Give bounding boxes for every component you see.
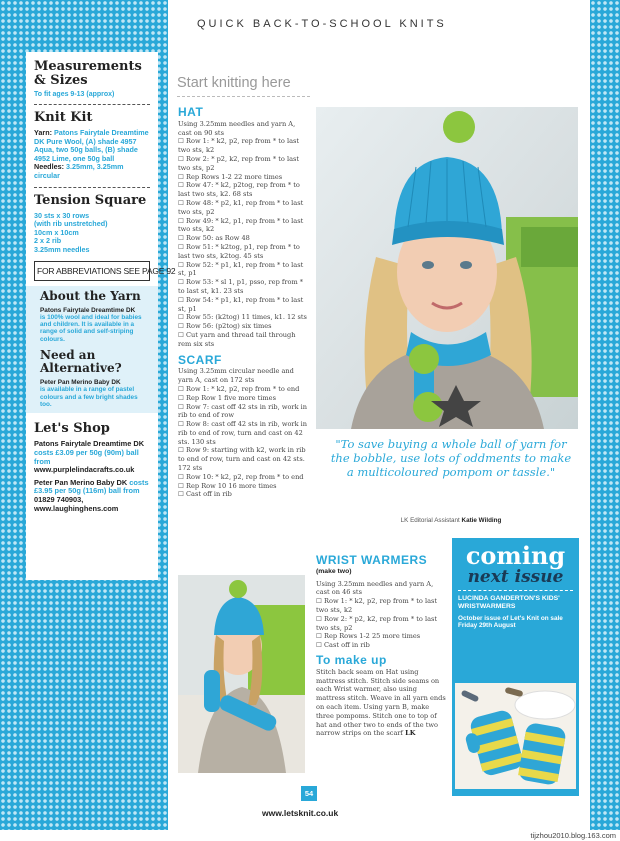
shop-heading: Let's Shop xyxy=(34,421,110,437)
quote-credit-name: Katie Wilding xyxy=(461,517,502,524)
shop2-name: Peter Pan Merino Baby DK xyxy=(34,477,128,487)
measurements-value: To fit ages 9-13 (approx) xyxy=(34,91,115,98)
knit-kit-needles xyxy=(34,163,150,180)
right-dot-border xyxy=(590,0,620,830)
hat-row: ☐ Row 2: * p2, k2, rep from * to last two sts, p2 xyxy=(178,154,300,172)
shop-entry-1 xyxy=(34,440,150,474)
next-issue-photo xyxy=(455,683,576,789)
tension-line: 3.25mm needles xyxy=(34,244,90,254)
shop1-link[interactable]: www.purplelindacrafts.co.uk xyxy=(34,465,135,475)
coming-heading: coming xyxy=(465,541,566,570)
needles-label: Needles: xyxy=(34,162,64,172)
needles-value: 3.25mm, 3.25mm circular xyxy=(34,162,124,180)
hat-row: ☐ Cut yarn and thread tail through rem six sts xyxy=(178,330,296,348)
watermark: tijzhou2010.blog.163.com xyxy=(530,831,616,840)
yarn-value: Patons Fairytale Dreamtime DK Pure Wool, (A) shade 4957 Aqua, two 50g balls, (B) shade 4952 Lime, one 50g ball xyxy=(34,128,149,163)
wristwarmers-section xyxy=(316,553,448,738)
scarf-row: ☐ Rep Row 10 16 more times xyxy=(178,481,277,490)
hat-row: ☐ Row 49: * k2, p1, rep from * to last two sts, k2 xyxy=(178,216,304,234)
wristwarmers-row: ☐ Row 2: * p2, k2, rep from * to last two sts, p2 xyxy=(316,614,438,632)
scarf-row: ☐ Row 10: * k2, p2, rep from * to end xyxy=(178,472,304,481)
tension-line: 30 sts x 30 rows xyxy=(34,210,90,220)
pattern-column xyxy=(178,105,310,499)
tension-line: 10cm x 10cm xyxy=(34,227,79,237)
hat-heading: HAT xyxy=(178,105,204,119)
wristwarmers-row: ☐ Rep Rows 1-2 25 more times xyxy=(316,632,421,641)
scarf-row: ☐ Row 7: cast off 42 sts in rib, work in rib to end of row xyxy=(178,402,308,420)
divider xyxy=(458,590,573,591)
page-header-title: QUICK BACK-TO-SCHOOL KNITS xyxy=(197,18,447,30)
wristwarmers-subtitle: (make two) xyxy=(316,567,352,575)
next-issue-feature: LUCINDA GANDERTON'S KIDS' WRISTWARMERS xyxy=(458,595,560,610)
quote-credit xyxy=(326,517,576,524)
tension-line: 2 x 2 rib xyxy=(34,236,62,246)
alternative-name: Peter Pan Merino Baby DK xyxy=(40,379,121,387)
next-issue-heading: next issue xyxy=(467,567,564,587)
measurements-heading: Measurements & Sizes xyxy=(34,59,142,88)
alternative-heading: Need an Alternative? xyxy=(40,348,122,376)
about-yarn-name: Patons Fairytale Dreamtime DK xyxy=(40,306,136,314)
hat-row: ☐ Row 53: * sl 1, p1, psso, rep from * to last st, k1. 23 sts xyxy=(178,278,304,295)
next-issue-date: October issue of Let's Knit on sale Friday 29th August xyxy=(458,615,563,630)
wristwarmers-row: ☐ Row 1: * k2, p2, rep from * to last two sts, k2 xyxy=(316,597,438,614)
hat-row: ☐ Rep Rows 1-2 22 more times xyxy=(178,172,283,181)
hat-scarf-photo xyxy=(316,107,578,429)
shop1-name: Patons Fairytale Dreamtime DK xyxy=(34,439,145,449)
yarn-info-box xyxy=(26,286,158,414)
makeup-heading: To make up xyxy=(316,652,387,667)
scarf-row: ☐ Row 1: * k2, p2, rep from * to end xyxy=(178,384,300,393)
hat-row: ☐ Row 51: * k2tog, p1, rep from * to last two sts, k2tog. 45 sts xyxy=(178,242,300,260)
yarn-label: Yarn: xyxy=(34,128,52,137)
scarf-pattern xyxy=(178,367,310,499)
tension-details xyxy=(34,212,150,255)
scarf-row: ☐ Row 9: starting with k2, work in rib to end of row, turn and cast on 42 sts. 172 sts xyxy=(178,446,306,473)
scarf-row: ☐ Rep Row 1 five more times xyxy=(178,393,276,402)
tension-line: (with rib unstretched) xyxy=(34,219,108,229)
quote-credit-role: LK Editorial Assistant xyxy=(400,517,460,524)
wristwarmers-intro: Using 3.25mm needles and yarn A, cast on 46 sts xyxy=(316,579,434,597)
makeup-text xyxy=(316,668,448,738)
hat-row: ☐ Row 55: (k2tog) 11 times, k1. 12 sts xyxy=(178,313,307,322)
hat-row: ☐ Row 50: as Row 48 xyxy=(178,234,250,243)
knit-kit-yarn xyxy=(34,129,150,163)
website-link[interactable]: www.letsknit.co.uk xyxy=(262,808,339,818)
start-knitting-heading: Start knitting here xyxy=(177,75,291,91)
scarf-intro: Using 3.25mm circular needle and yarn A, cast on 172 sts xyxy=(178,367,294,385)
info-sidebar xyxy=(26,52,176,580)
shop2-link[interactable]: www.laughinghens.com xyxy=(34,503,119,513)
abbreviations-note: FOR ABBREVIATIONS SEE PAGE 92 xyxy=(34,261,150,281)
scarf-row: ☐ Row 8: cast off 42 sts in rib, work in rib to end of row, turn and cast on 42 sts. 130 sts xyxy=(178,420,308,446)
divider xyxy=(34,104,150,105)
hat-row: ☐ Row 48: * p2, k1, rep from * to last two sts, p2 xyxy=(178,198,304,216)
scarf-row: ☐ Cast off in rib xyxy=(178,490,232,499)
hat-row: ☐ Row 52: * p1, k1, rep from * to last st, p1 xyxy=(178,260,304,278)
knit-kit-heading: Knit Kit xyxy=(34,110,93,125)
alternative-description: is available in a range of pastel colours and a few bright shades too. xyxy=(40,386,138,408)
shop2-price: costs £3.95 per 50g (116m) ball from xyxy=(34,477,149,496)
divider xyxy=(34,187,150,188)
hat-intro: Using 3.25mm needles and yarn A, cast on 90 sts xyxy=(178,119,296,137)
editor-quote: "To save buying a whole ball of yarn for the bobble, use lots of oddments to make a multicoloured pompom or tassle." xyxy=(330,437,572,479)
hat-row: ☐ Row 47: * k2, p2tog, rep from * to last two sts, k2. 68 sts xyxy=(178,181,300,199)
wristwarmers-row: ☐ Cast off in rib xyxy=(316,641,370,650)
makeup-body: Stitch back seam on Hat using mattress stitch. Stitch side seams on each Wrist warmer, also using mattress stitch. Weave in all yarn ends on each item. Using yarn B, make three pompoms. Stitch one to top of hat and other two to ends of the two narrow strips on the scarf xyxy=(316,667,446,738)
hat-pattern xyxy=(178,120,310,349)
shop-entry-2 xyxy=(34,479,150,513)
about-yarn-heading: About the Yarn xyxy=(40,288,141,303)
shop1-price: costs £3.09 per 50g (90m) ball from xyxy=(34,447,139,466)
wristwarmers-heading: WRIST WARMERS xyxy=(316,553,428,567)
about-yarn-description: is 100% wool and ideal for babies and children. It is available in a range of solid and self-striping colours. xyxy=(40,313,142,343)
makeup-end-mark: LK xyxy=(405,729,416,738)
tension-heading: Tension Square xyxy=(34,192,147,208)
page-number: 54 xyxy=(301,786,317,801)
shop2-phone: 01829 740903, xyxy=(34,494,84,504)
hat-row: ☐ Row 54: * p1, k1, rep from * to last st, p1 xyxy=(178,295,304,313)
hat-row: ☐ Row 1: * k2, p2, rep from * to last two sts, k2 xyxy=(178,137,300,155)
wristwarmers-photo xyxy=(178,575,305,773)
hat-row: ☐ Row 56: (p2tog) six times xyxy=(178,322,272,331)
divider xyxy=(177,96,310,97)
scarf-heading: SCARF xyxy=(178,352,222,367)
bottom-band xyxy=(0,830,620,841)
